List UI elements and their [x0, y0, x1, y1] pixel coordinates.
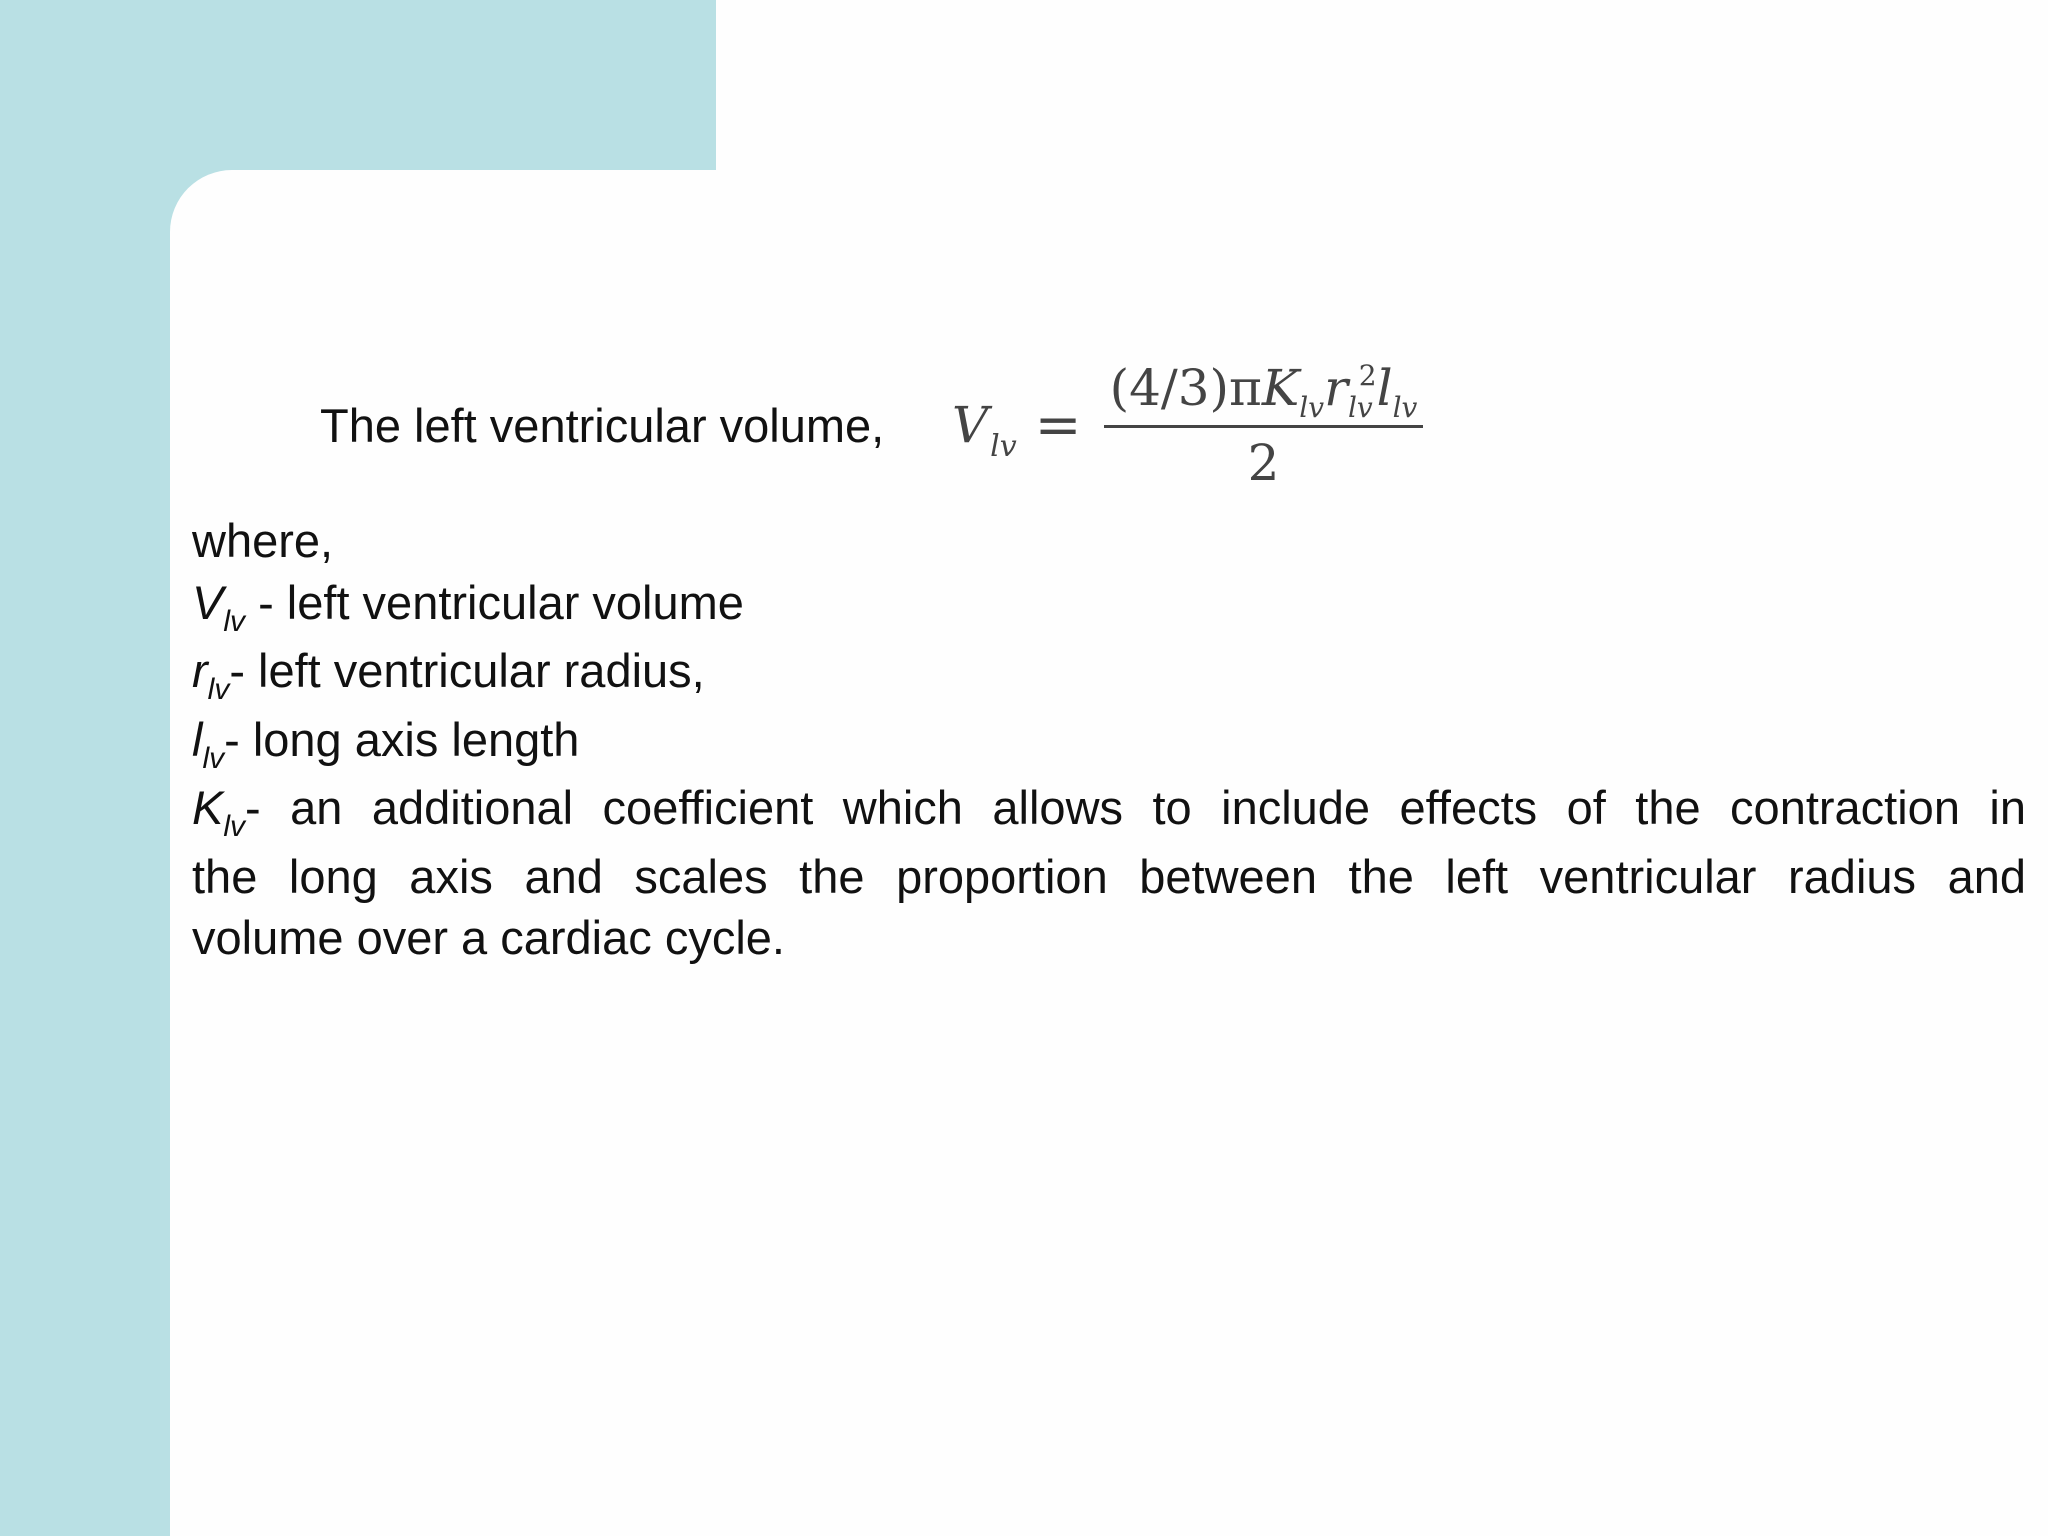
- definition-radius: [192, 640, 2026, 709]
- where-label: where,: [192, 514, 334, 567]
- definition-length-symbol: l: [192, 712, 203, 766]
- definition-coefficient-symbol: K: [192, 781, 224, 834]
- numerator-r-power: 2: [1358, 358, 1377, 392]
- formula-fraction: [1104, 359, 1424, 492]
- definition-volume-subscript: lv: [223, 604, 246, 638]
- formula-numerator: [1104, 359, 1424, 425]
- formula-intro-text: The left ventricular volume,: [320, 399, 885, 452]
- numerator-l-symbol: l: [1376, 358, 1393, 417]
- formula-lhs-subscript: lv: [990, 429, 1017, 464]
- definition-radius-symbol: r: [192, 644, 208, 697]
- definition-radius-text: - left ventricular radius,: [229, 644, 705, 697]
- lv-volume-formula: [952, 350, 1423, 500]
- definition-length-subscript: lv: [202, 741, 225, 775]
- numerator-r-symbol: r: [1324, 358, 1348, 417]
- definition-coefficient-subscript: lv: [223, 810, 246, 843]
- definition-volume-text: - left ventricular volume: [245, 575, 744, 629]
- definitions-block: [192, 510, 2026, 969]
- definition-radius-subscript: lv: [207, 673, 230, 706]
- formula-equals: =: [1034, 392, 1082, 458]
- numerator-prefix: (4/3)π: [1109, 358, 1262, 417]
- top-right-white-area: [716, 0, 2048, 172]
- definition-volume: [192, 572, 2026, 641]
- definition-length: [192, 709, 2026, 778]
- formula-denominator: 2: [1247, 433, 1280, 492]
- numerator-r-subscript: lv: [1347, 390, 1373, 424]
- numerator-l-subscript: lv: [1392, 390, 1418, 424]
- numerator-k-subscript: lv: [1299, 390, 1325, 424]
- definition-length-text: - long axis length: [224, 712, 580, 766]
- numerator-k-symbol: K: [1261, 358, 1300, 417]
- formula-lhs: [952, 396, 1017, 464]
- definition-coefficient-line-2: the long axis and scales the proportion between the left ventricular radius and: [192, 849, 2026, 903]
- definition-coefficient-line-1: [192, 777, 2026, 846]
- definition-coefficient-text-1: - an additional coefficient which allows to include effects of the contraction in: [245, 781, 2026, 834]
- formula-lhs-symbol: V: [952, 396, 989, 454]
- definition-coefficient-line-3: volume over a cardiac cycle.: [192, 911, 785, 964]
- definition-volume-symbol: V: [192, 575, 224, 629]
